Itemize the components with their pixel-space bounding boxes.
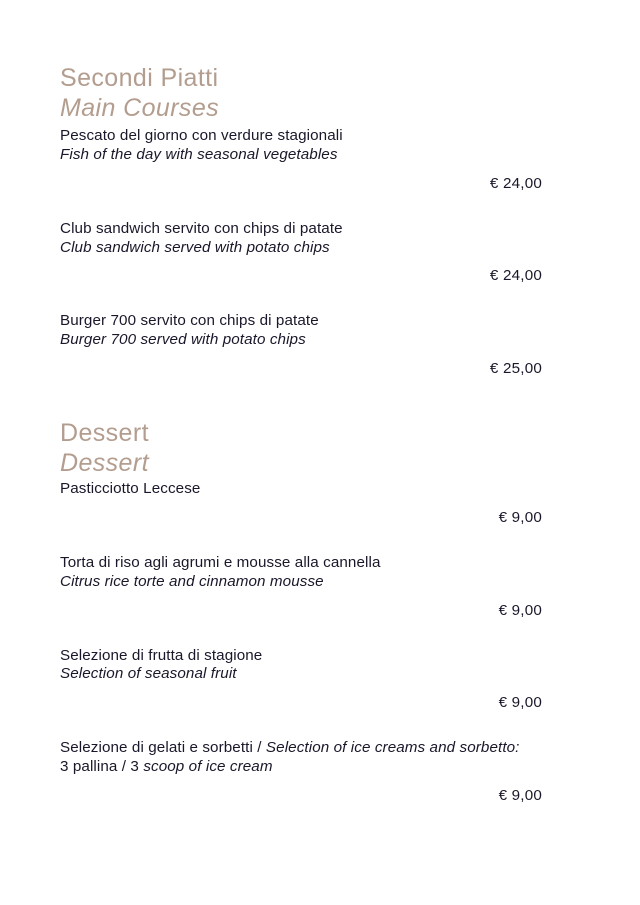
- menu-item-name-english: Selection of seasonal fruit: [60, 665, 237, 683]
- menu-item-ice-cream: [60, 739, 582, 804]
- menu-item: [60, 312, 582, 377]
- section-heading: [60, 64, 582, 123]
- menu-item-name-italian: Burger 700 servito con chips di patate: [60, 312, 319, 330]
- menu-item-name-english: Selection of ice creams and sorbetto:: [265, 739, 520, 757]
- menu-item-price-row: [60, 175, 582, 192]
- menu-item-name-english: Citrus rice torte and cinnamon mousse: [60, 572, 324, 590]
- menu-item-price-row: [60, 360, 582, 377]
- menu-item-name-english: Club sandwich served with potato chips: [60, 238, 330, 256]
- menu-item: [60, 480, 582, 526]
- menu-item-line-one: [60, 739, 582, 758]
- menu-item-portion-english: scoop of ice cream: [143, 758, 273, 776]
- section-secondi-piatti: [60, 64, 582, 377]
- section-dessert: [60, 419, 582, 804]
- menu-item-name-italian: Pasticciotto Leccese: [60, 480, 201, 498]
- section-title-english: Main Courses: [60, 93, 220, 122]
- menu-item-price: € 9,00: [498, 786, 542, 804]
- menu-item-name-italian: Selezione di gelati e sorbetti /: [60, 739, 266, 757]
- menu-item-price: € 9,00: [498, 508, 542, 526]
- menu-item-price-row: [60, 787, 582, 804]
- menu-item-name-english: Fish of the day with seasonal vegetables: [60, 145, 338, 163]
- menu-item-price: € 24,00: [489, 174, 542, 192]
- section-heading: [60, 419, 582, 478]
- section-title-italian: Secondi Piatti: [60, 64, 219, 92]
- menu-item-name-italian: Pescato del giorno con verdure stagionali: [60, 127, 343, 144]
- menu-item-price-row: [60, 694, 582, 711]
- section-title-english: Dessert: [60, 448, 149, 477]
- menu-item-price-row: [60, 509, 582, 526]
- menu-item-price: € 9,00: [498, 694, 542, 712]
- menu-item: [60, 220, 582, 285]
- menu-item: [60, 554, 582, 619]
- menu-item-price: € 25,00: [489, 360, 542, 378]
- menu-item: [60, 127, 582, 192]
- menu-item-portion-italian: 3 pallina / 3: [60, 758, 144, 776]
- menu-item-name-italian: Selezione di frutta di stagione: [60, 646, 263, 664]
- menu-item-price: € 9,00: [498, 601, 542, 619]
- menu-item-price: € 24,00: [489, 267, 542, 285]
- section-title-italian: Dessert: [60, 419, 149, 448]
- menu-item-name-english: Burger 700 served with potato chips: [60, 331, 306, 349]
- menu-item-price-row: [60, 602, 582, 619]
- menu-item-line-two: [60, 758, 582, 777]
- menu-item-price-row: [60, 267, 582, 284]
- menu-item: [60, 647, 582, 712]
- menu-item-name-italian: Torta di riso agli agrumi e mousse alla cannella: [60, 553, 381, 571]
- menu-item-name-italian: Club sandwich servito con chips di patate: [60, 219, 343, 237]
